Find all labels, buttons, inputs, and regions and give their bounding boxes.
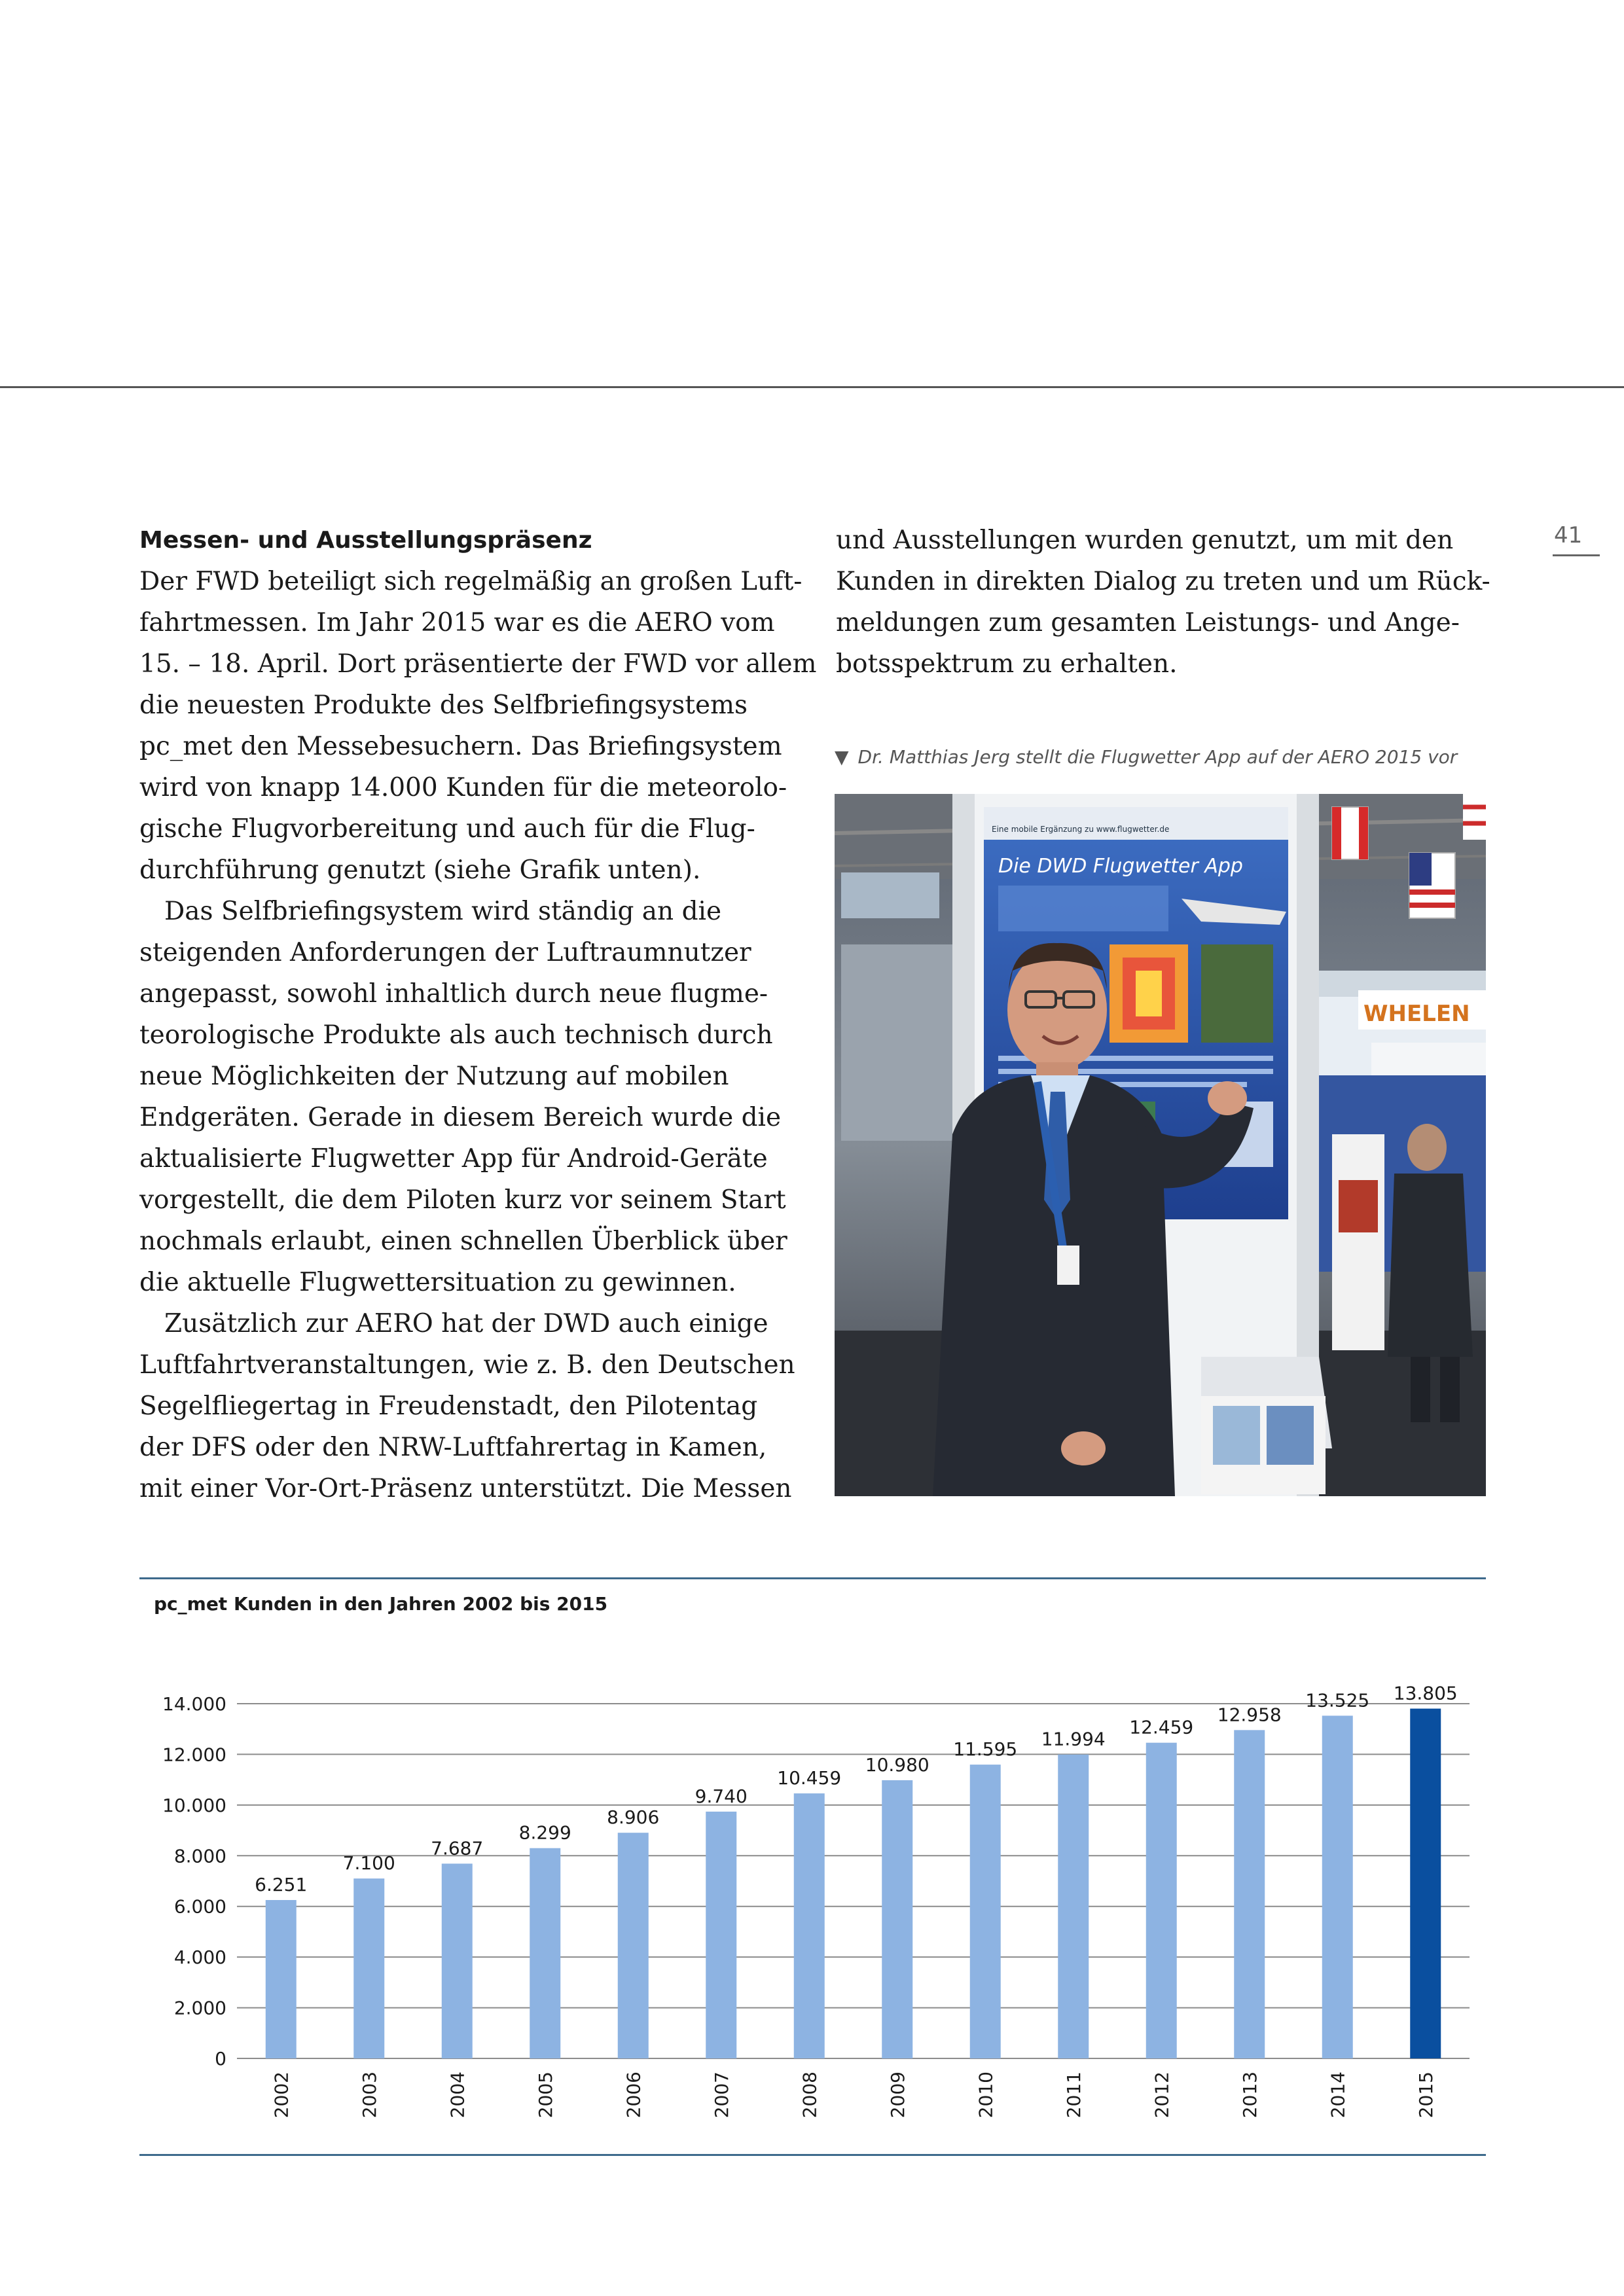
- data-label: 6.251: [255, 1873, 308, 1895]
- poster-title-text: Die DWD Flugwetter App: [998, 855, 1243, 878]
- data-label: 10.980: [865, 1753, 929, 1776]
- text-line: Der FWD beteiligt sich regelmäßig an großen Luft-: [139, 567, 803, 596]
- x-tick-label: 2010: [975, 2072, 997, 2119]
- data-label: 7.100: [342, 1852, 395, 1874]
- bar-2013: [1234, 1730, 1265, 2058]
- bar-2009: [882, 1780, 912, 2058]
- bar-2010: [970, 1765, 1001, 2058]
- text-line: teorologische Produkte als auch technisch durch: [139, 1020, 773, 1050]
- text-line: Zusätzlich zur AERO hat der DWD auch einige: [164, 1309, 768, 1338]
- x-tick-label: 2002: [270, 2072, 293, 2119]
- bar-2002: [266, 1900, 297, 2058]
- data-label: 11.595: [953, 1738, 1018, 1761]
- text-line: und Ausstellungen wurden genutzt, um mit den: [836, 526, 1454, 555]
- text-line: die neuesten Produkte des Selfbriefingsystems: [139, 691, 748, 720]
- y-tick-label: 2.000: [173, 1997, 226, 2019]
- y-tick-label: 0: [215, 2048, 226, 2070]
- text-line: botsspektrum zu erhalten.: [836, 649, 1178, 679]
- chart-title: pc_met Kunden in den Jahren 2002 bis 2015: [154, 1593, 608, 1615]
- x-tick-label: 2011: [1062, 2072, 1085, 2119]
- text-line: meldungen zum gesamten Leistungs- und Ange-: [836, 608, 1460, 637]
- data-label: 8.299: [518, 1821, 571, 1844]
- y-tick-label: 6.000: [173, 1895, 226, 1918]
- y-tick-label: 8.000: [173, 1845, 226, 1867]
- booth-sign-text: WHELEN: [1363, 1001, 1470, 1027]
- caption-triangle-icon: ▼: [835, 746, 849, 768]
- x-tick-label: 2004: [446, 2072, 469, 2119]
- text-line: gische Flugvorbereitung und auch für die Flug-: [139, 814, 755, 844]
- caption-text: Dr. Matthias Jerg stellt die Flugwetter App auf der AERO 2015 vor: [857, 746, 1458, 768]
- data-label: 13.525: [1305, 1689, 1370, 1712]
- bar-2008: [794, 1793, 825, 2058]
- y-tick-label: 10.000: [162, 1794, 226, 1816]
- text-line: Kunden in direkten Dialog zu treten und um Rück-: [836, 567, 1490, 596]
- x-tick-label: 2003: [358, 2072, 380, 2119]
- bar-2015: [1410, 1709, 1441, 2058]
- x-tick-label: 2015: [1415, 2072, 1437, 2119]
- text-line: fahrtmessen. Im Jahr 2015 war es die AERO vom: [139, 608, 775, 637]
- text-line: der DFS oder den NRW-Luftfahrertag in Kamen,: [139, 1433, 767, 1462]
- poster-header-text: Eine mobile Ergänzung zu www.flugwetter.de: [992, 825, 1170, 834]
- text-line: angepasst, sowohl inhaltlich durch neue flugme-: [139, 979, 768, 1009]
- text-line: nochmals erlaubt, einen schnellen Überblick über: [139, 1227, 787, 1256]
- page-number: 41: [1554, 522, 1583, 548]
- text-line: vorgestellt, die dem Piloten kurz vor seinem Start: [139, 1185, 786, 1215]
- section-heading: Messen- und Ausstellungspräsenz: [139, 527, 592, 554]
- bar-2006: [618, 1833, 649, 2058]
- text-line: Das Selfbriefingsystem wird ständig an die: [164, 897, 722, 926]
- bar-2004: [442, 1863, 473, 2058]
- x-tick-label: 2012: [1151, 2072, 1173, 2119]
- bar-2012: [1146, 1743, 1177, 2058]
- text-line: durchführung genutzt (siehe Grafik unten).: [139, 855, 701, 885]
- text-line: Segelfliegertag in Freudenstadt, den Pilotentag: [139, 1391, 758, 1421]
- text-line: 15. – 18. April. Dort präsentierte der FWD vor allem: [139, 649, 817, 679]
- text-line: wird von knapp 14.000 Kunden für die meteorolo-: [139, 773, 787, 802]
- text-line: Luftfahrtveranstaltungen, wie z. B. den Deutschen: [139, 1350, 795, 1380]
- x-tick-label: 2008: [799, 2072, 821, 2119]
- text-line: aktualisierte Flugwetter App für Android-Geräte: [139, 1144, 768, 1174]
- data-label: 8.906: [607, 1806, 660, 1829]
- bar-2011: [1058, 1755, 1089, 2058]
- x-tick-label: 2006: [623, 2072, 645, 2119]
- y-tick-label: 12.000: [162, 1744, 226, 1766]
- bar-2014: [1322, 1715, 1353, 2058]
- y-tick-label: 14.000: [162, 1693, 226, 1715]
- x-tick-label: 2013: [1238, 2072, 1261, 2119]
- x-tick-label: 2007: [710, 2072, 732, 2119]
- data-label: 7.687: [431, 1837, 484, 1859]
- text-line: mit einer Vor-Ort-Präsenz unterstützt. Die Messen: [139, 1474, 792, 1503]
- text-line: neue Möglichkeiten der Nutzung auf mobilen: [139, 1062, 729, 1091]
- y-tick-label: 4.000: [173, 1946, 226, 1969]
- data-label: 12.958: [1217, 1704, 1282, 1726]
- bar-2007: [706, 1812, 736, 2058]
- data-label: 13.805: [1393, 1682, 1458, 1704]
- data-label: 11.994: [1041, 1728, 1106, 1750]
- text-line: die aktuelle Flugwettersituation zu gewinnen.: [139, 1268, 736, 1297]
- x-tick-label: 2014: [1327, 2072, 1349, 2119]
- x-tick-label: 2005: [534, 2072, 556, 2119]
- x-tick-label: 2009: [886, 2072, 909, 2119]
- data-label: 10.459: [777, 1767, 842, 1789]
- data-label: 12.459: [1129, 1716, 1194, 1738]
- bar-2005: [530, 1848, 560, 2058]
- text-line: steigenden Anforderungen der Luftraumnutzer: [139, 938, 751, 967]
- text-line: Endgeräten. Gerade in diesem Bereich wurde die: [139, 1103, 782, 1132]
- bar-2003: [353, 1878, 384, 2058]
- data-label: 9.740: [695, 1785, 748, 1807]
- text-line: pc_met den Messebesuchern. Das Briefingsystem: [139, 732, 782, 761]
